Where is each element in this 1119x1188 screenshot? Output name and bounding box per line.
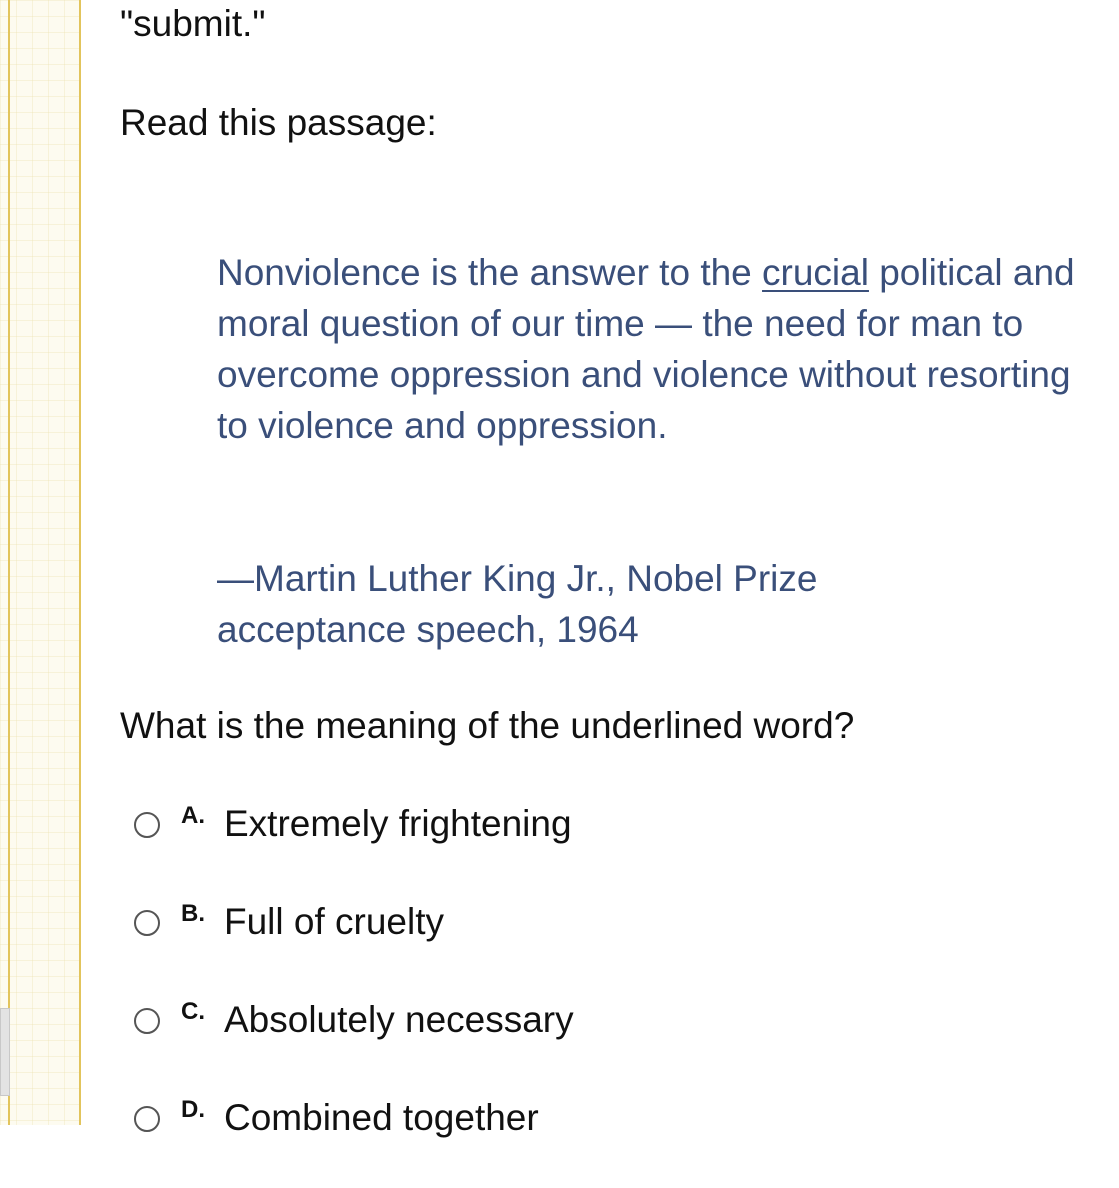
attribution-line-2: acceptance speech, 1964 — [217, 609, 639, 650]
choice-text: Absolutely necessary — [224, 999, 574, 1040]
radio-button-icon[interactable] — [134, 910, 160, 936]
attribution-line-1: —Martin Luther King Jr., Nobel Prize — [217, 558, 818, 599]
passage-text-start: Nonviolence is the answer to the — [217, 252, 763, 293]
choice-d[interactable] — [134, 1090, 1034, 1188]
passage-attribution — [217, 553, 977, 655]
passage-quote — [217, 247, 1077, 451]
rail-tab[interactable] — [0, 1008, 10, 1096]
radio-button-icon[interactable] — [134, 1008, 160, 1034]
left-rail-panel — [0, 0, 81, 1125]
rail-edge-line — [8, 0, 10, 1125]
choice-c[interactable] — [134, 992, 1034, 1090]
passage-text — [217, 247, 1077, 451]
radio-button-icon[interactable] — [134, 1106, 160, 1132]
radio-button-icon[interactable] — [134, 812, 160, 838]
underlined-word: crucial — [762, 252, 869, 293]
answer-choices — [134, 796, 1034, 1188]
choice-text: Full of cruelty — [224, 901, 445, 942]
choice-letter: C. — [181, 998, 205, 1025]
question-prompt: What is the meaning of the underlined word? — [120, 705, 855, 746]
choice-letter: D. — [181, 1096, 205, 1123]
passage-text-rest: political and moral question of our time — the need for man to overcome oppression and violence without resorting to violence and oppression. — [217, 252, 1075, 446]
read-passage-prompt: Read this passage: — [120, 102, 437, 143]
choice-text: Extremely frightening — [224, 803, 572, 844]
choice-a[interactable] — [134, 796, 1034, 894]
choice-text: Combined together — [224, 1097, 539, 1138]
instruction-tail-text: "submit." — [120, 3, 266, 44]
choice-letter: A. — [181, 802, 205, 829]
choice-b[interactable] — [134, 894, 1034, 992]
choice-letter: B. — [181, 900, 205, 927]
